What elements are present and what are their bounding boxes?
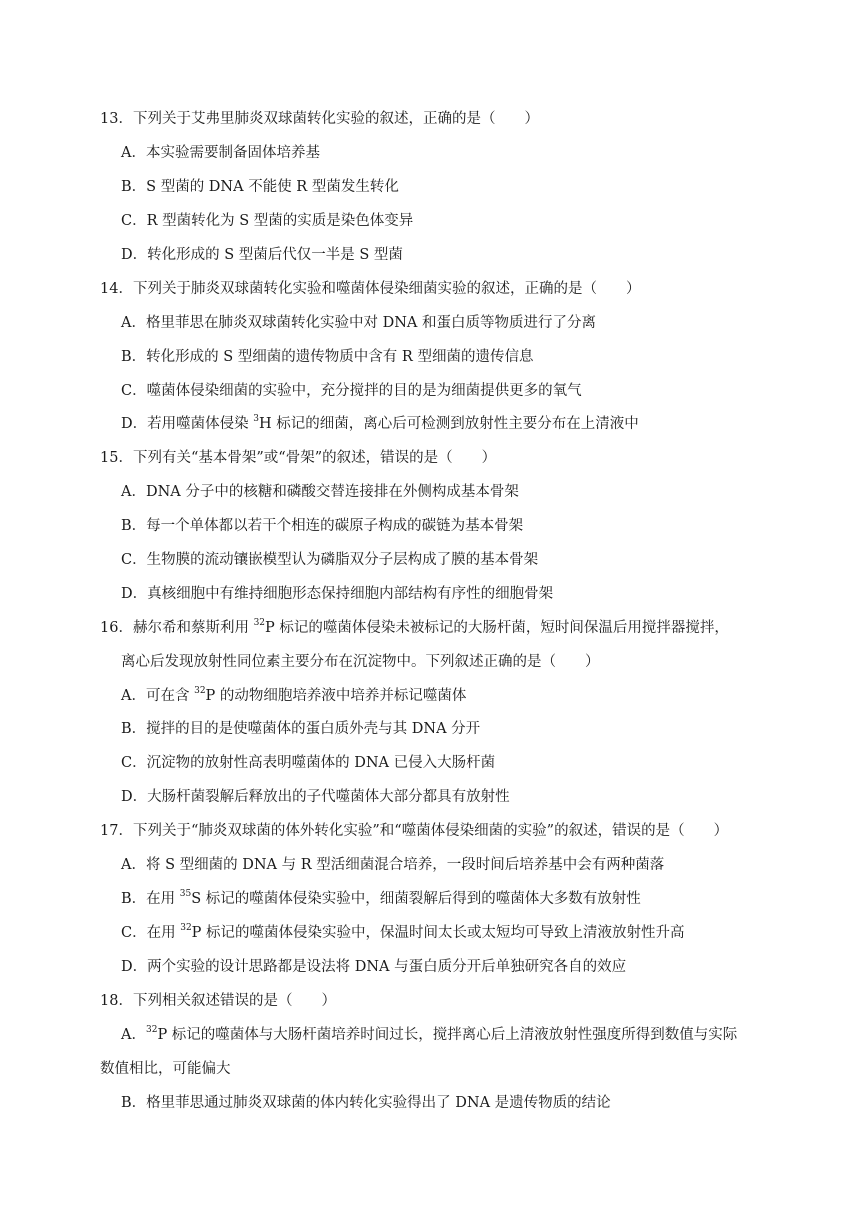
question-15-option-c: C．生物膜的流动镶嵌模型认为磷脂双分子层构成了膜的基本骨架 [121, 552, 539, 568]
question-16-stem-continued: 离心后发现放射性同位素主要分布在沉淀物中。下列叙述正确的是（ ） [121, 654, 600, 670]
question-18-option-a [121, 1025, 737, 1045]
text-after: P 标记的噬菌体侵染实验中，保温时间太长或太短均可导致上清液放射性升高 [191, 925, 685, 941]
text-after: S 标记的噬菌体侵染实验中，细菌裂解后得到的噬菌体大多数有放射性 [191, 891, 641, 907]
question-14-option-d [121, 414, 639, 434]
question-14-option-a: A．格里菲思在肺炎双球菌转化实验中对 DNA 和蛋白质等物质进行了分离 [121, 315, 596, 331]
question-17-option-b [121, 889, 641, 909]
question-18-stem: 18．下列相关叙述错误的是（ ） [100, 993, 336, 1009]
isotope-superscript: 3 [253, 414, 259, 425]
question-18-option-a-continued: 数值相比，可能偏大 [100, 1061, 231, 1077]
question-14-option-b: B．转化形成的 S 型细菌的遗传物质中含有 R 型细菌的遗传信息 [121, 349, 534, 365]
text-before: D．若用噬菌体侵染 [121, 416, 254, 432]
question-13-option-d: D．转化形成的 S 型菌后代仅一半是 S 型菌 [121, 247, 403, 263]
isotope-superscript: 35 [179, 889, 192, 900]
text-before: 16．赫尔希和蔡斯利用 [100, 620, 254, 636]
question-14-stem: 14．下列关于肺炎双球菌转化实验和噬菌体侵染细菌实验的叙述，正确的是（ ） [100, 281, 641, 297]
text-before: C．在用 [121, 925, 181, 941]
text-after: P 的动物细胞培养液中培养并标记噬菌体 [205, 688, 467, 704]
question-17-option-a: A．将 S 型细菌的 DNA 与 R 型活细菌混合培养，一段时间后培养基中会有两种菌落 [121, 857, 665, 873]
isotope-superscript: 32 [180, 923, 192, 934]
question-16-option-b: B．搅拌的目的是使噬菌体的蛋白质外壳与其 DNA 分开 [121, 721, 481, 737]
question-13-option-b: B．S 型菌的 DNA 不能使 R 型菌发生转化 [121, 179, 399, 195]
question-15-stem: 15．下列有关“基本骨架”或“骨架”的叙述，错误的是（ ） [100, 450, 497, 466]
question-15-option-a: A．DNA 分子中的核糖和磷酸交替连接排在外侧构成基本骨架 [121, 484, 519, 500]
question-18-option-b: B．格里菲思通过肺炎双球菌的体内转化实验得出了 DNA 是遗传物质的结论 [121, 1095, 611, 1111]
text-after: H 标记的细菌，离心后可检测到放射性主要分布在上清液中 [258, 416, 639, 432]
text-after: P 标记的噬菌体侵染未被标记的大肠杆菌，短时间保温后用搅拌器搅拌， [265, 620, 729, 636]
question-13-option-a: A．本实验需要制备固体培养基 [121, 145, 320, 161]
question-13-option-c: C．R 型菌转化为 S 型菌的实质是染色体变异 [121, 213, 414, 229]
question-17-option-c [121, 923, 685, 943]
question-15-option-b: B．每一个单体都以若干个相连的碳原子构成的碳链为基本骨架 [121, 518, 524, 534]
question-16-stem [100, 618, 729, 638]
isotope-superscript: 32 [194, 686, 206, 697]
question-16-option-d: D．大肠杆菌裂解后释放出的子代噬菌体大部分都具有放射性 [121, 789, 510, 805]
question-14-option-c: C．噬菌体侵染细菌的实验中，充分搅拌的目的是为细菌提供更多的氧气 [121, 383, 582, 399]
question-13-stem: 13．下列关于艾弗里肺炎双球菌转化实验的叙述，正确的是（ ） [100, 111, 539, 127]
text-before: B．在用 [121, 891, 180, 907]
text-before: A．可在含 [121, 688, 195, 704]
question-17-option-d: D．两个实验的设计思路都是设法将 DNA 与蛋白质分开后单独研究各自的效应 [121, 959, 627, 975]
question-17-stem: 17．下列关于“肺炎双球菌的体外转化实验”和“噬菌体侵染细菌的实验”的叙述，错误的是（ ） [100, 823, 729, 839]
question-16-option-c: C．沉淀物的放射性高表明噬菌体的 DNA 已侵入大肠杆菌 [121, 755, 496, 771]
question-16-option-a [121, 686, 466, 706]
isotope-superscript: 32 [253, 618, 266, 629]
isotope-superscript: 32 [145, 1025, 158, 1036]
question-15-option-d: D．真核细胞中有维持细胞形态保持细胞内部结构有序性的细胞骨架 [121, 586, 554, 602]
text-before: A． [121, 1027, 146, 1043]
text-after: P 标记的噬菌体与大肠杆菌培养时间过长，搅拌离心后上清液放射性强度所得到数值与实际 [157, 1027, 738, 1043]
